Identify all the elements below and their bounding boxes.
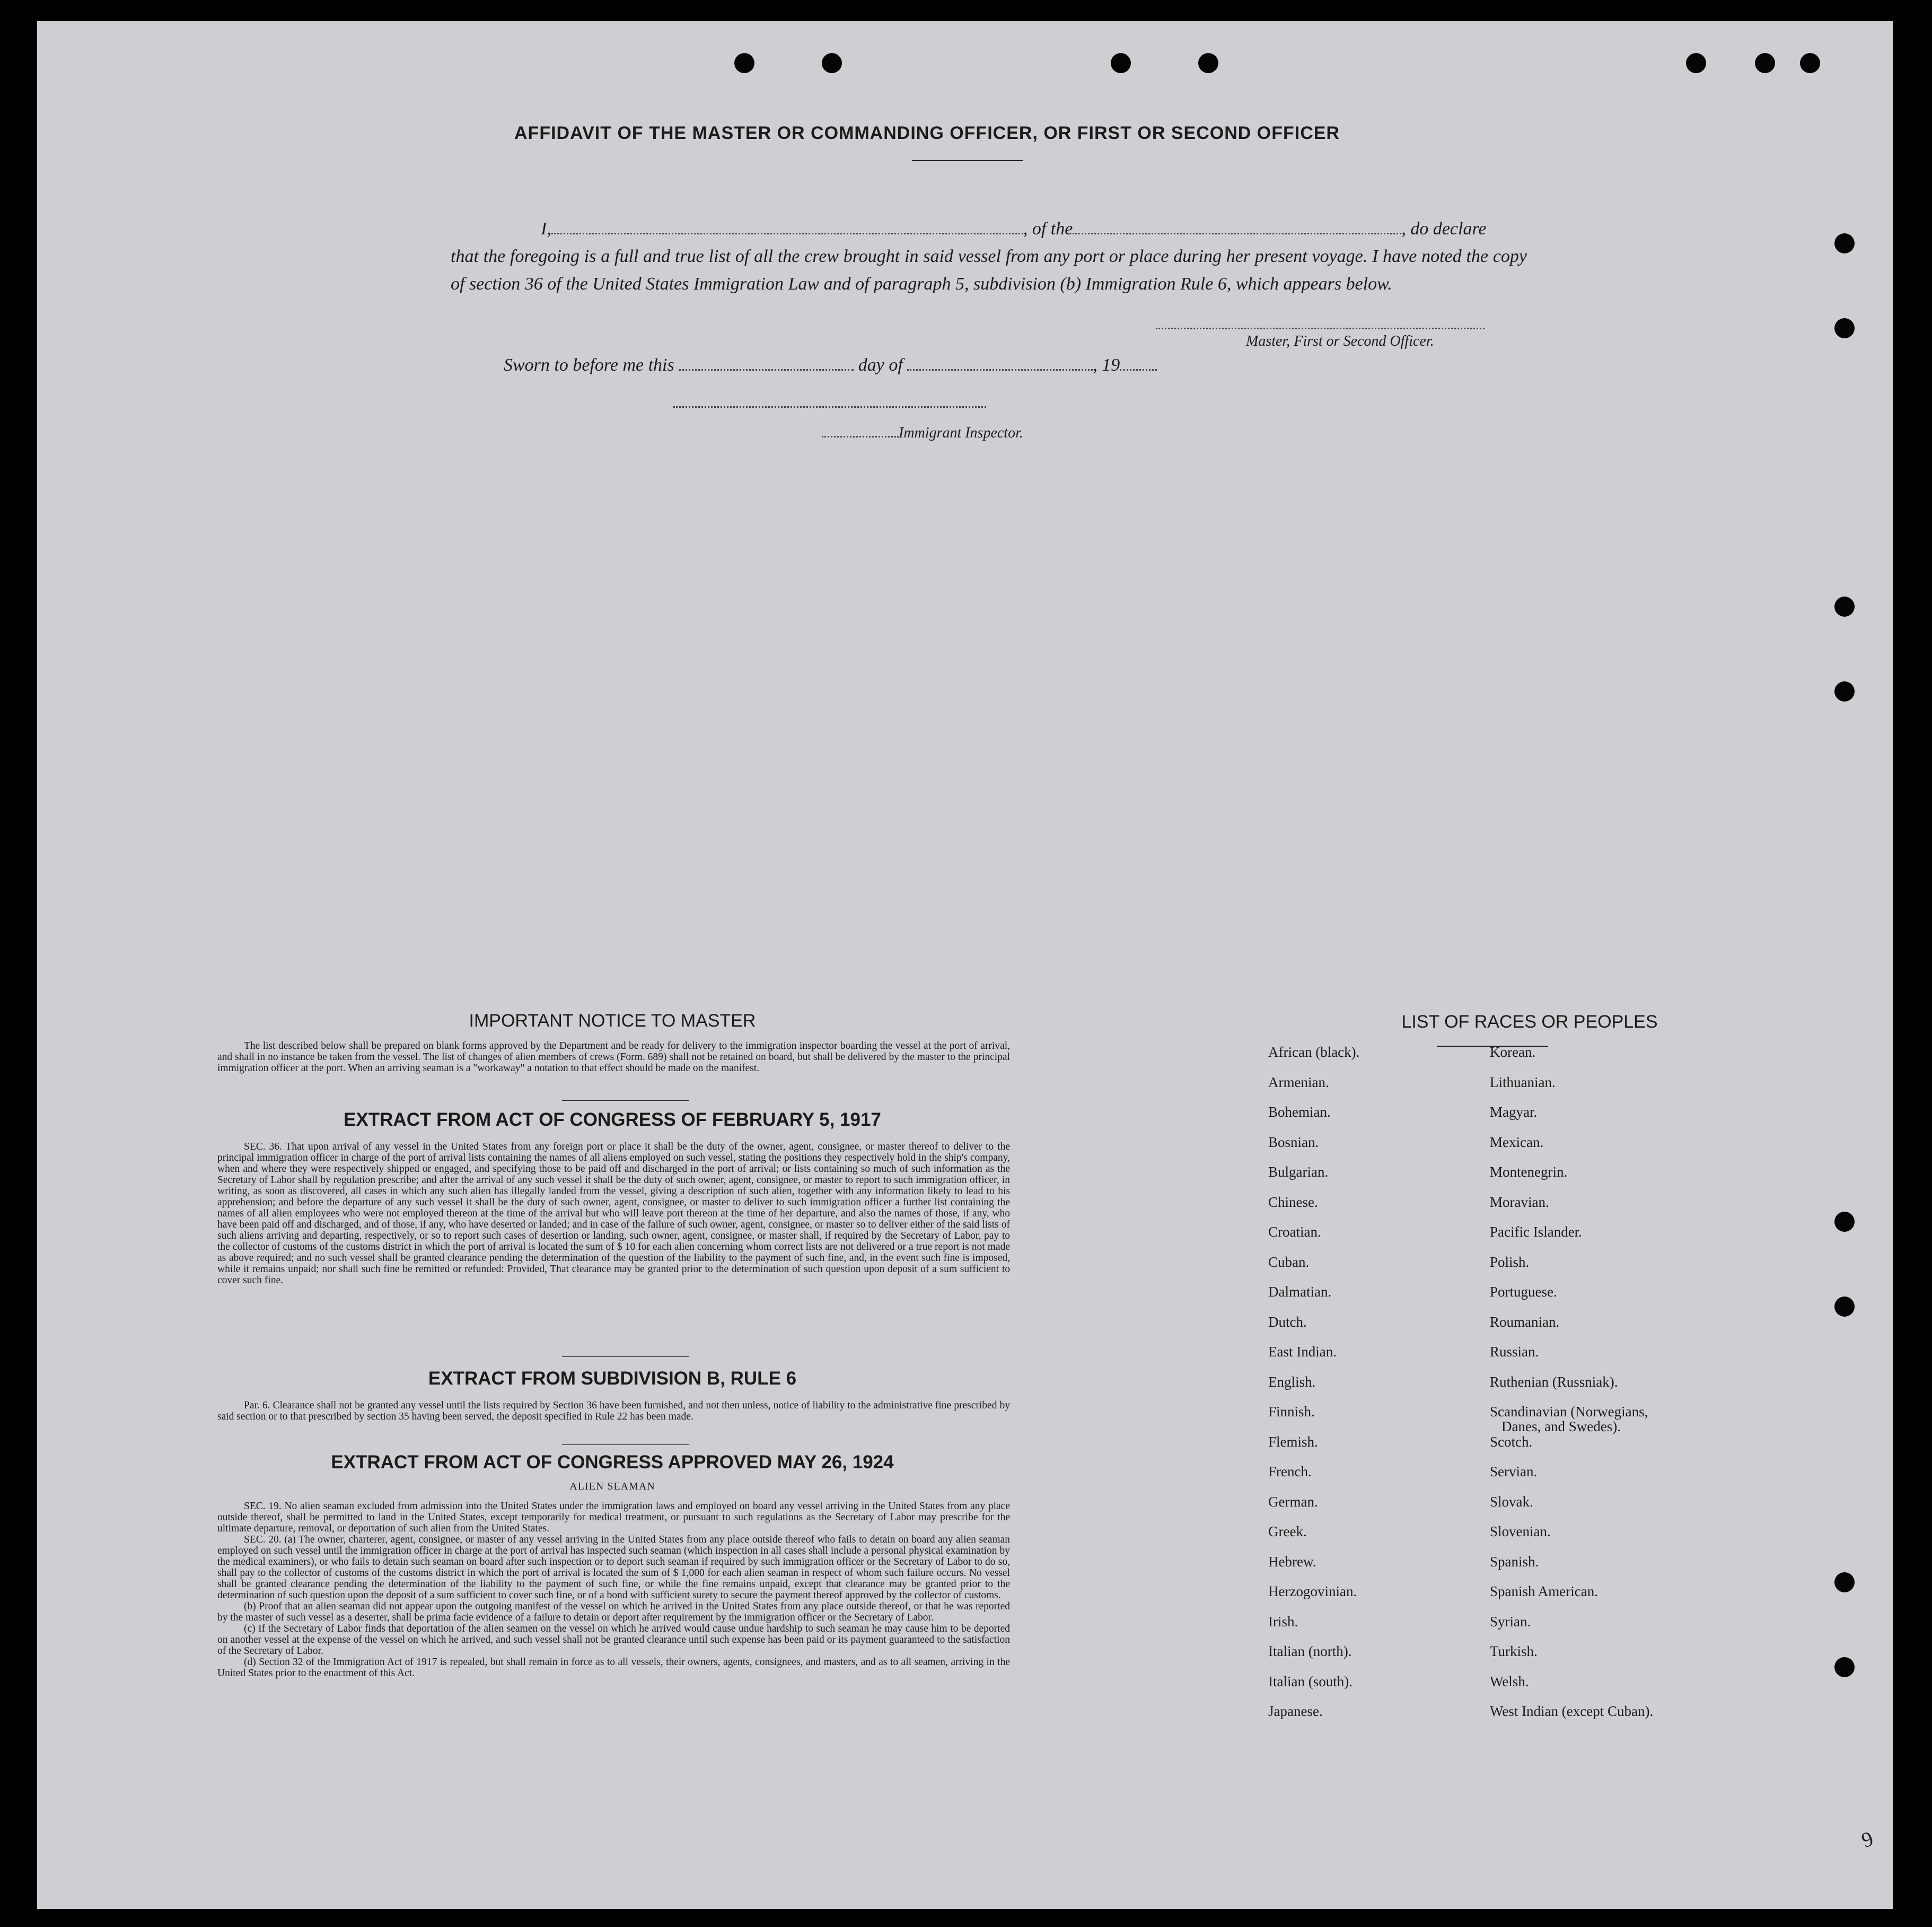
vessel-name-field[interactable] [1073, 218, 1401, 234]
race-item: Italian (south). [1268, 1673, 1353, 1689]
inspector-signature-caption [822, 424, 1023, 442]
affidavit-title: AFFIDAVIT OF THE MASTER OR COMMANDING OFFICER, OR FIRST OR SECOND OFFICER [514, 123, 1340, 143]
sworn-day-field[interactable] [679, 354, 854, 371]
inspector-caption-text: Immigrant Inspector. [899, 425, 1023, 441]
extract-1924-subtitle: ALIEN SEAMAN [569, 1481, 655, 1492]
punch-hole [1111, 53, 1131, 73]
race-item: Korean. [1490, 1044, 1536, 1060]
punch-hole [1834, 681, 1855, 702]
punch-hole [822, 53, 842, 73]
race-item: Cuban. [1268, 1254, 1310, 1270]
race-item: Japanese. [1268, 1703, 1323, 1719]
race-item: German. [1268, 1493, 1318, 1510]
race-item: East Indian. [1268, 1344, 1337, 1360]
race-item: Magyar. [1490, 1104, 1538, 1120]
divider [562, 1356, 689, 1357]
punch-hole [734, 53, 754, 73]
race-item: Dutch. [1268, 1313, 1307, 1330]
race-item: African (black). [1268, 1044, 1360, 1060]
affidavit-body-text: that the foregoing is a full and true list of all the crew brought in said vessel from any port or place during her present voyage. I have noted the copy of section 36 of the United States Immigration Law and of paragraph 5, subdivision (b) Immigration Rule 6, which appears below. [451, 247, 1527, 294]
extract-rule6-title: EXTRACT FROM SUBDIVISION B, RULE 6 [428, 1368, 797, 1389]
master-signature-line[interactable] [1156, 328, 1485, 329]
extract-rule6-text [217, 1400, 1010, 1422]
race-item: Bohemian. [1268, 1104, 1331, 1120]
day-of-label: day of [858, 355, 903, 375]
extract-1917-text [217, 1141, 1010, 1286]
race-item: Scandinavian (Norwegians, [1490, 1404, 1648, 1420]
race-item: Moravian. [1490, 1194, 1549, 1210]
race-item: Italian (north). [1268, 1643, 1352, 1659]
punch-hole [1834, 233, 1855, 253]
race-item: English. [1268, 1373, 1316, 1390]
punch-hole [1834, 1572, 1855, 1592]
race-item: Slovak. [1490, 1493, 1533, 1510]
extract-1924-paragraph: (d) Section 32 of the Immigration Act of 1917 is repealed, but shall remain in force as to all vessels, their owners, agents, consignees, and masters, and as to all seamen, arriving in the United States prior to the enactment of this Act. [217, 1657, 1010, 1679]
punch-hole [1686, 53, 1706, 73]
sworn-label: Sworn to before me this [504, 355, 674, 375]
extract-1924-text [217, 1501, 1010, 1679]
punch-hole [1800, 53, 1820, 73]
race-item: Polish. [1490, 1254, 1530, 1270]
race-item: Mexican. [1490, 1134, 1544, 1150]
sworn-line [504, 354, 1157, 375]
race-item: Hebrew. [1268, 1553, 1316, 1570]
declare-label: , do declare [1401, 219, 1487, 239]
divider [562, 1100, 689, 1101]
race-item: Spanish. [1490, 1553, 1539, 1570]
punch-hole [1834, 318, 1855, 338]
race-item: Dalmatian. [1268, 1284, 1332, 1300]
race-item: Bulgarian. [1268, 1164, 1329, 1180]
declarant-name-field[interactable] [551, 218, 1023, 234]
extract-1917-paragraph: SEC. 36. That upon arrival of any vessel in the United States from any foreign port or place it shall be the duty of the owner, agent, consignee, or master thereof to deliver to the principal immigration officer in charge of the port of arrival lists containing the names of all aliens employed on such vessel, stating the positions they respectively hold in the ship's company, when and where they were respectively shipped or engaged, and specifying those to be paid off and discharged in the port of arrival; or lists containing so much of such information as the Secretary of Labor shall by regulation prescribe; and after the arrival of any such vessel it shall be the duty of such owner, agent, consignee, or master to report to such immigration officer, in writing, as soon as discovered, all cases in which any such alien has illegally landed from the vessel, giving a description of such alien, together with any information likely to lead to his apprehension; and before the departure of any such vessel it shall be the duty of such owner, agent, consignee, or master to deliver to such immigration officer a further list containing the names of all alien employees who were not employed thereon at the time of the arrival but who will leave port thereon at the time of her departure, and also the names of those, if any, who have been paid off and discharged, and of those, if any, who have deserted or landed; and in case of the failure of such owner, agent, consignee, or master so to deliver either of the said lists of such aliens arriving and departing, respectively, or so to report such cases of desertion or landing, such owner, agent, consignee, or master shall, if required by the Secretary of Labor, pay to the collector of customs of the customs district in which the port of arrival is located the sum of $ 10 for each alien concerning whom correct lists are not delivered or a true report is not made as above required; and no such vessel shall be granted clearance pending the determination of the question of the liability to the payment of such fine, and, in the event such fine is imposed, while it remains unpaid; nor shall such fine be remitted or refunded: Provided, That clearance may be granted prior to the determination of such question upon deposit of a sum sufficient to cover such fine. [217, 1141, 1010, 1286]
master-signature-caption: Master, First or Second Officer. [1246, 333, 1434, 349]
extract-rule6-paragraph: Par. 6. Clearance shall not be granted any vessel until the lists required by Section 36 have been furnished, and not then unless, notice of liability to the administrative fine prescribed by said section or to that prescribed by section 35 having been served, the deposit specified in Rule 22 has been made. [217, 1400, 1010, 1422]
race-item: Slovenian. [1490, 1523, 1551, 1539]
race-item: Herzogovinian. [1268, 1583, 1357, 1599]
race-item: Armenian. [1268, 1074, 1329, 1090]
race-item: Irish. [1268, 1613, 1298, 1630]
document-page [37, 21, 1893, 1909]
race-item: Bosnian. [1268, 1134, 1319, 1150]
inspector-signature-line[interactable] [673, 406, 986, 408]
race-item: Croatian. [1268, 1224, 1321, 1240]
notice-paragraph: The list described below shall be prepared on blank forms approved by the Department and be ready for delivery to the immigration inspector boarding the vessel at the port of arrival, and shall in no instance be taken from the vessel. The list of changes of alien members of crews (Form. 689) shall not be retained on board, but shall be delivered by the master to the principal immigration officer at the port. When an arriving seaman is a "workaway" a notation to that effect should be made on the manifest. [217, 1040, 1010, 1074]
sworn-year-field[interactable] [1120, 354, 1157, 371]
race-item: Roumanian. [1490, 1313, 1560, 1330]
race-item: Greek. [1268, 1523, 1307, 1539]
notice-title: IMPORTANT NOTICE TO MASTER [469, 1011, 756, 1031]
notice-text [217, 1040, 1010, 1074]
race-item: Turkish. [1490, 1643, 1538, 1659]
race-item: French. [1268, 1464, 1312, 1479]
punch-hole [1834, 1212, 1855, 1232]
of-the-label: , of the [1023, 219, 1073, 239]
punch-hole [1834, 597, 1855, 617]
race-item: Montenegrin. [1490, 1164, 1568, 1180]
races-title: LIST OF RACES OR PEOPLES [1401, 1012, 1658, 1032]
race-item: Flemish. [1268, 1433, 1318, 1450]
race-item: Lithuanian. [1490, 1074, 1556, 1090]
extract-1924-paragraph: (b) Proof that an alien seaman did not appear upon the outgoing manifest of the vessel on which he arrived in the United States from any place outside thereof, or that he was reported by the master of such vessel as a deserter, shall be prima facie evidence of a failure to detain or deport after requirement by the immigration officer or the Secretary of Labor. [217, 1601, 1010, 1623]
race-item: Chinese. [1268, 1194, 1318, 1210]
extract-1924-paragraph: SEC. 20. (a) The owner, charterer, agent, consignee, or master of any vessel arriving in the United States from any place outside thereof who fails to detain on board any alien seaman employed on such vessel until the immigration officer in charge at the port of arrival has inspected such seaman (which inspection in all cases shall include a personal physical examination by the medical examiners), or who fails to detain such seaman on board after such inspection or to deport such seaman if required by such immigration officer or the Secretary of Labor to do so, shall pay to the collector of customs of the customs district in which the port of arrival is located the sum of $ 1,000 for each alien seaman in respect of whom such failure occurs. No vessel shall be granted clearance pending the determination of the liability to the payment of such fine, or while the fine remains unpaid, except that clearance may be granted prior to the determination of such question upon the deposit of a sum sufficient to cover such fine, or of a bond with sufficient surety to secure the payment thereof approved by the collector of customs. [217, 1534, 1010, 1601]
divider [562, 1444, 689, 1445]
race-item: Scotch. [1490, 1433, 1533, 1450]
race-item: Servian. [1490, 1464, 1538, 1479]
extract-1917-title: EXTRACT FROM ACT OF CONGRESS OF FEBRUARY 5, 1917 [344, 1109, 881, 1130]
race-item: Danes, and Swedes). [1501, 1418, 1621, 1434]
race-item: West Indian (except Cuban). [1490, 1703, 1654, 1719]
race-item: Ruthenian (Russniak). [1490, 1373, 1618, 1390]
race-item: Syrian. [1490, 1613, 1531, 1630]
year-prefix-label: , 19 [1093, 355, 1120, 375]
sworn-month-field[interactable] [907, 354, 1093, 371]
punch-hole [1755, 53, 1775, 73]
race-item: Pacific Islander. [1490, 1224, 1582, 1240]
corner-mark: 9 [1858, 1826, 1877, 1853]
race-item: Welsh. [1490, 1673, 1529, 1689]
punch-hole [1834, 1657, 1855, 1677]
punch-hole [1198, 53, 1218, 73]
affidavit-statement [451, 215, 1527, 298]
race-item: Russian. [1490, 1344, 1539, 1360]
race-item: Portuguese. [1490, 1284, 1557, 1300]
race-item: Spanish American. [1490, 1583, 1598, 1599]
divider [912, 160, 1023, 161]
race-item: Finnish. [1268, 1404, 1315, 1420]
declarant-prefix: I, [541, 219, 551, 239]
extract-1924-paragraph: SEC. 19. No alien seaman excluded from admission into the United States under the immigration laws and employed on board any vessel arriving in the United States from any place outside thereof, shall be permitted to land in the United States, except temporarily for medical treatment, or pursuant to such regulations as the Secretary of Labor may prescribe for the ultimate departure, removal, or deportation of such alien from the United States. [217, 1501, 1010, 1534]
extract-1924-paragraph: (c) If the Secretary of Labor finds that deportation of the alien seamen on the vessel on which he arrived would cause undue hardship to such seaman he may cause him to be deported on another vessel at the expense of the vessel on which he arrived, and such vessel shall not be granted clearance until such expense has been paid or its payment guaranteed to the satisfaction of the Secretary of Labor. [217, 1623, 1010, 1657]
extract-1924-title: EXTRACT FROM ACT OF CONGRESS APPROVED MAY 26, 1924 [331, 1452, 894, 1473]
punch-hole [1834, 1297, 1855, 1317]
